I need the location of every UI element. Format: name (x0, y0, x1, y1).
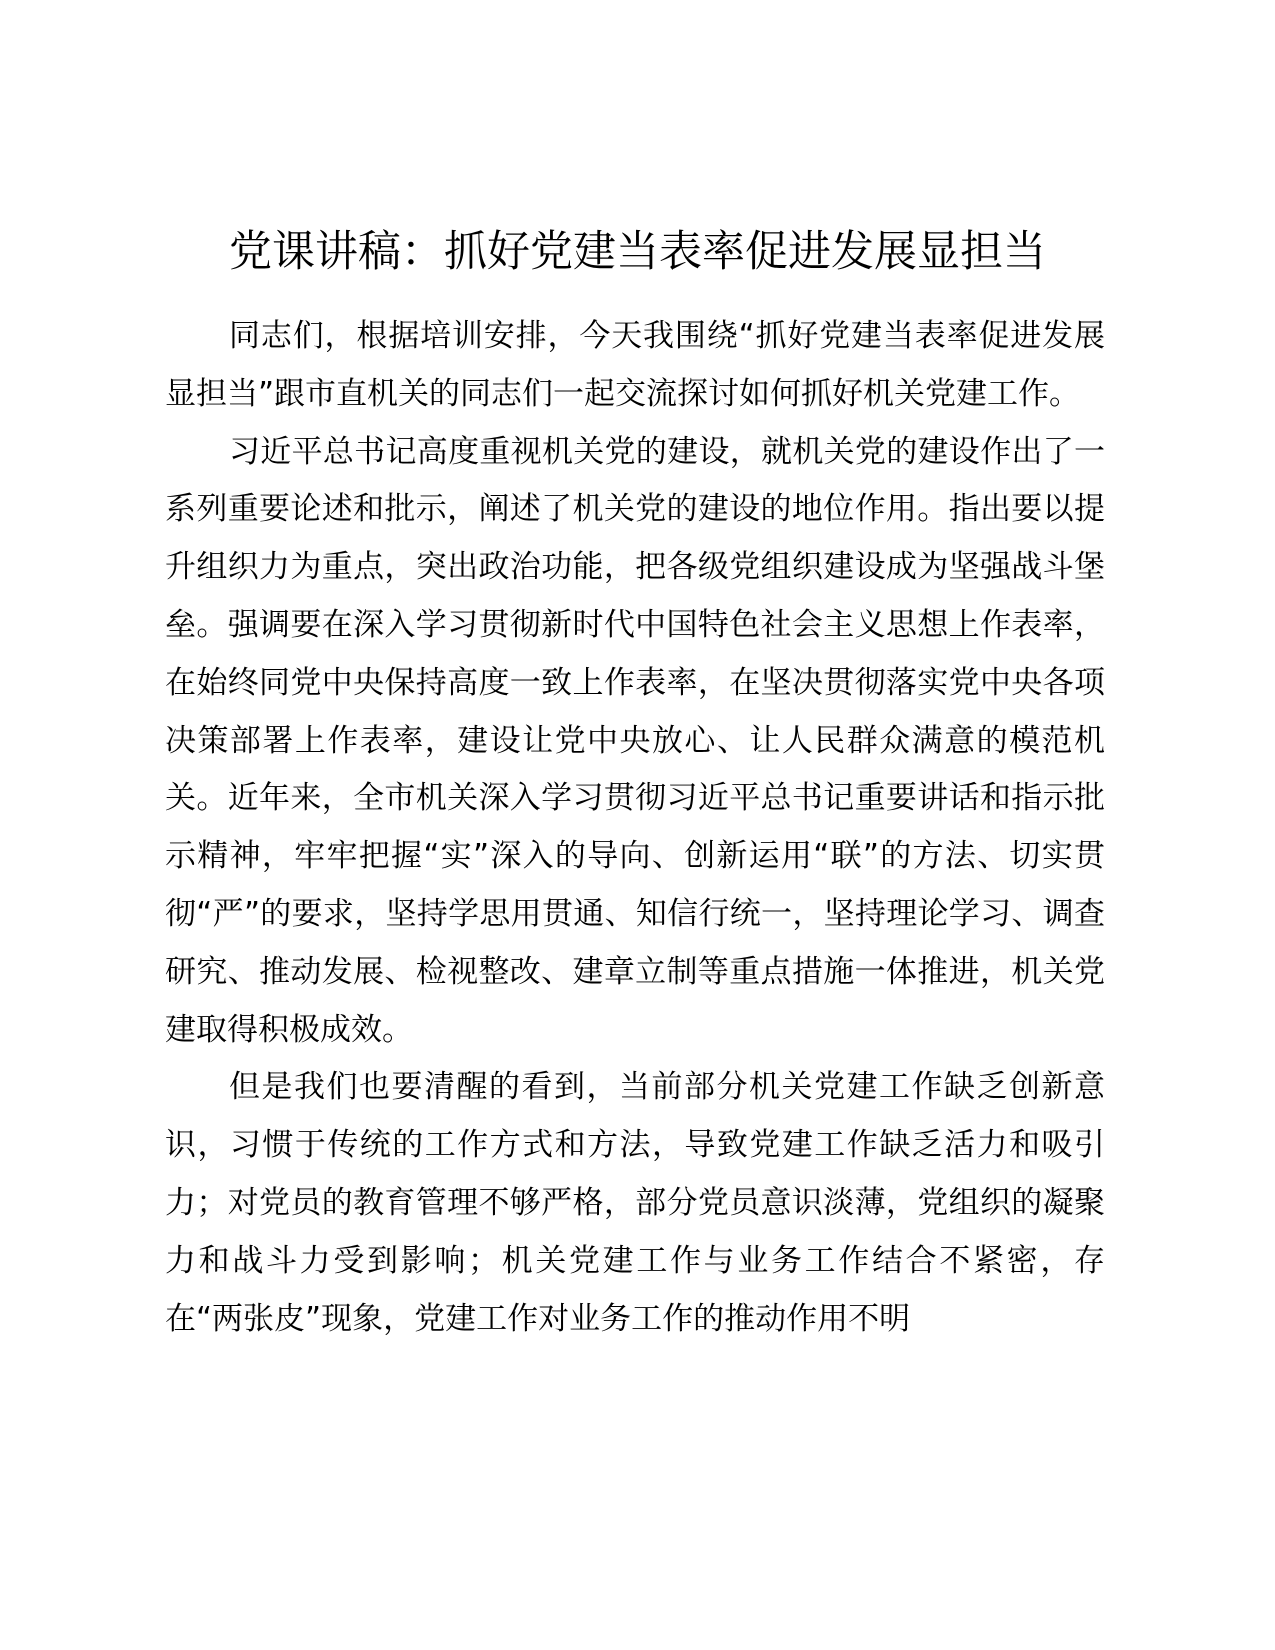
paragraph-intro: 同志们，根据培训安排，今天我围绕“抓好党建当表率促进发展显担当”跟市直机关的同志们一起交流探讨如何抓好机关党建工作。 (165, 318, 1105, 412)
document-title: 党课讲稿：抓好党建当表率促进发展显担当 (229, 227, 1046, 277)
paragraph-current-problems: 但是我们也要清醒的看到，当前部分机关党建工作缺乏创新意识，习惯于传统的工作方式和方法，导致党建工作缺乏活力和吸引力；对党员的教育管理不够严格，部分党员意识淡薄，党组织的凝聚力和战斗力受到影响；机关党建工作与业务工作结合不紧密，存在“两张皮”现象，党建工作对业务工作的推动作用不明 (165, 1069, 1105, 1337)
document-body (165, 308, 1105, 1348)
paragraph-leadership-requirements: 习近平总书记高度重视机关党的建设，就机关党的建设作出了一系列重要论述和批示，阐述了机关党的建设的地位作用。指出要以提升组织力为重点，突出政治功能，把各级党组织建设成为坚强战斗堡垒。强调要在深入学习贯彻新时代中国特色社会主义思想上作表率，在始终同党中央保持高度一致上作表率，在坚决贯彻落实党中央各项决策部署上作表率，建设让党中央放心、让人民群众满意的模范机关。近年来，全市机关深入学习贯彻习近平总书记重要讲话和指示批示精神，牢牢把握“实”深入的导向、创新运用“联”的方法、切实贯彻“严”的要求，坚持学思用贯通、知信行统一，坚持理论学习、调查研究、推动发展、检视整改、建章立制等重点措施一体推进，机关党建取得积极成效。 (165, 433, 1105, 1048)
